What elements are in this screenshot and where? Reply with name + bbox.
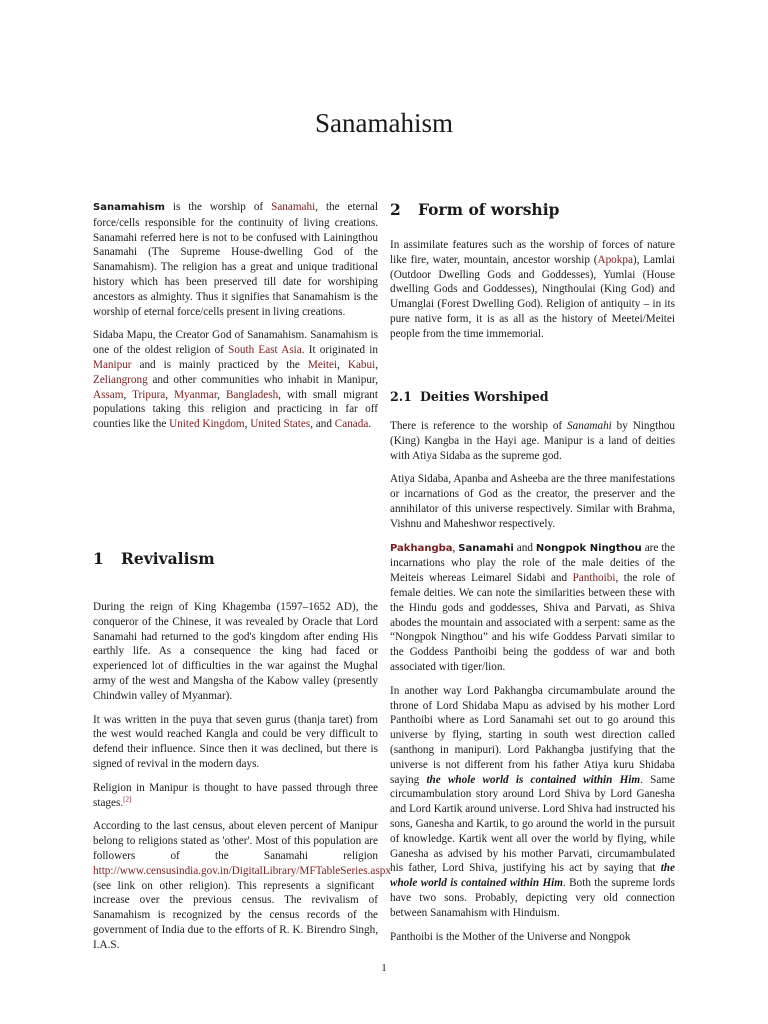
link-tripura[interactable]: Tripura xyxy=(132,388,166,401)
link-myanmar[interactable]: Myanmar xyxy=(174,388,218,401)
intro-paragraph-2: Sidaba Mapu, the Creator God of Sanamahism. Sanamahism is one of the oldest religion of South East Asia. It originated in Manipur and is mainly practiced by the Meitei, Kabui, Zeliangrong and other communities who inhabit in Manipur, Assam, Tripura, Myanmar, Bangladesh, with small migrant populations taking this religion and practicing in far off counties like the United Kingdom, United States, and Canada. xyxy=(93,329,379,431)
section-revivalism-body xyxy=(93,600,391,962)
link-pakhangba[interactable]: Pakhangba xyxy=(390,542,453,554)
deities-paragraph-5: Panthoibi is the Mother of the Universe and Nongpok xyxy=(390,930,631,943)
revivalism-paragraph-2: It was written in the puya that seven gurus (thanja taret) from the west would reached Kangla and could be very difficult to defend their influence. Since then it was declined, but there is signed of revival in the modern days. xyxy=(93,713,378,770)
link-sanamahi[interactable]: Sanamahi xyxy=(271,201,316,213)
link-apokpa[interactable]: Apokpa xyxy=(597,253,633,266)
revivalism-paragraph-3: Religion in Manipur is thought to have passed through three stages.[2] xyxy=(93,781,378,809)
deities-paragraph-3: Pakhangba, Sanamahi and Nongpok Ningthou are the incarnations who play the role of the male deities of the Meiteis whereas Leimarel Sidabi and Panthoibi, the role of female deities. We can note the similarities between these with the Hindu gods and goddesses, Shiva and Parvati, as Shiva abodes the mountain and associated with a serpent: same as the “Nongpok Ningthou” and his wife Goddess Parvati similar to the Goddess Panthoibi being the goddess of war and both associated with tiger/lion. xyxy=(390,541,675,673)
link-manipur[interactable]: Manipur xyxy=(93,358,132,371)
link-assam[interactable]: Assam xyxy=(93,388,124,401)
section-heading-revivalism: 1 Revivalism xyxy=(93,549,215,568)
left-column xyxy=(93,200,391,951)
deities-paragraph-2: Atiya Sidaba, Apanba and Asheeba are the three manifestations or incarnations of God as the creator, the preserver and the annihilator of this universe respectively. Similar with Brahma, Vishnu and Maheshwor respectively. xyxy=(390,473,675,530)
section-heading-form-of-worship: 2 Form of worship xyxy=(390,200,560,219)
revivalism-paragraph-4: According to the last census, about eleven percent of Manipur belong to religions stated as 'other'. Most of this population are followers of the Sanamahi religion http://www.censusindia.gov.in/DigitalLibrary/MFTableSeries.aspx (see link on other religion). This represents a significant increase over the previous census. The revivalism of Sanamahism is recognized by the census records of the government of India due to the efforts of R. K. Birendro Singh, I.A.S. xyxy=(93,820,391,951)
link-zeliangrong[interactable]: Zeliangrong xyxy=(93,373,148,386)
form-of-worship-paragraph: In assimilate features such as the worship of forces of nature like fire, water, mountain, ancestor worship (Apokpa), Lamlai (Outdoor Dwelling Gods and Goddesses), Yumlai (House dwelling Gods and Goddesses), Ningthoulai (King God) and Umanglai (Forest Dwelling God). Religion of antiquity – in its pure native form, it is as all as the history of Meetei/Meitei people from the time immemorial. xyxy=(390,239,675,340)
link-panthoibi[interactable]: Panthoibi xyxy=(572,572,616,585)
subsection-heading-deities: 2.1 Deities Worshiped xyxy=(390,389,549,404)
link-united-states[interactable]: United States xyxy=(250,418,311,431)
lead-term: Sanamahism xyxy=(93,202,165,213)
link-bangladesh[interactable]: Bangladesh xyxy=(225,388,279,401)
intro-paragraph-1: Sanamahism is the worship of Sanamahi, the eternal force/cells responsible for the continuity of living creations. Sanamahi referred here is not to be confused with Lainingthou Sanamahi (The Supreme House-dwelling God of the Sanamahism). The religion has a great and unique traditional history which has been preserved till date for worshiping ancestors as almighty. Thus it signifies that Sanamahism is the worship of eternal force/cells present in living creations. xyxy=(93,201,378,318)
page-number: 1 xyxy=(381,962,387,974)
link-united-kingdom[interactable]: United Kingdom xyxy=(169,418,245,431)
census-url-link[interactable]: http://www.censusindia.gov.in/DigitalLibrary/MFTableSeries.aspx xyxy=(93,864,391,877)
deities-paragraph-1: There is reference to the worship of Sanamahi by Ningthou (King) Kangba in the Hayi age. Manipur is a land of deities with Atiya Sidaba as the supreme god. xyxy=(390,420,675,462)
deities-paragraph-4: In another way Lord Pakhangba circumambulate around the throne of Lord Shidaba Mapu as advised by his mother Lord Panthoibi where as Lord Sanamahi set out to go around this universe by flying, starting in south west direction called (santhong in manipuri). Lord Pakhangba justifying that the universe is not different from his father Atiya kuru Shidaba saying the whole world is contained within Him. Same circumambulation story around Lord Shiva by Lord Ganesha and Lord Kartik around universe. Lord Shiva had instructed his sons, Ganesha and Kartik, to go around the world in the pursuit of knowledge. Kartik went all over the world by flying, while Ganesha as advised by his mother Parvati, circumambulated his father, Lord Shiva, justifying his act by saying that the whole world is contained within Him. Both the supreme lords have two sons. Probably, depicting very old connection between Sanamahism with Hinduism. xyxy=(390,684,676,919)
reference-link[interactable]: [2] xyxy=(123,794,132,803)
link-canada[interactable]: Canada xyxy=(334,418,369,431)
subsection-deities-body xyxy=(390,419,675,953)
link-south-east-asia[interactable]: South East Asia xyxy=(228,344,302,357)
page-title: Sanamahism xyxy=(315,108,453,138)
link-kabui[interactable]: Kabui xyxy=(347,358,376,371)
section-form-of-worship-body xyxy=(390,238,675,351)
link-meitei[interactable]: Meitei xyxy=(307,358,338,371)
revivalism-paragraph-1: During the reign of King Khagemba (1597–1652 AD), the conqueror of the Chinese, it was revealed by Oracle that Lord Sanamahi had returned to the god's kingdom after ending His earthly life. As a consequence the king had faced or experienced lot of difficulties in the war against the Mughal army of the west and Mangsha of the Kabow valley (presently Chindwin valley of Myanmar). xyxy=(93,601,378,702)
